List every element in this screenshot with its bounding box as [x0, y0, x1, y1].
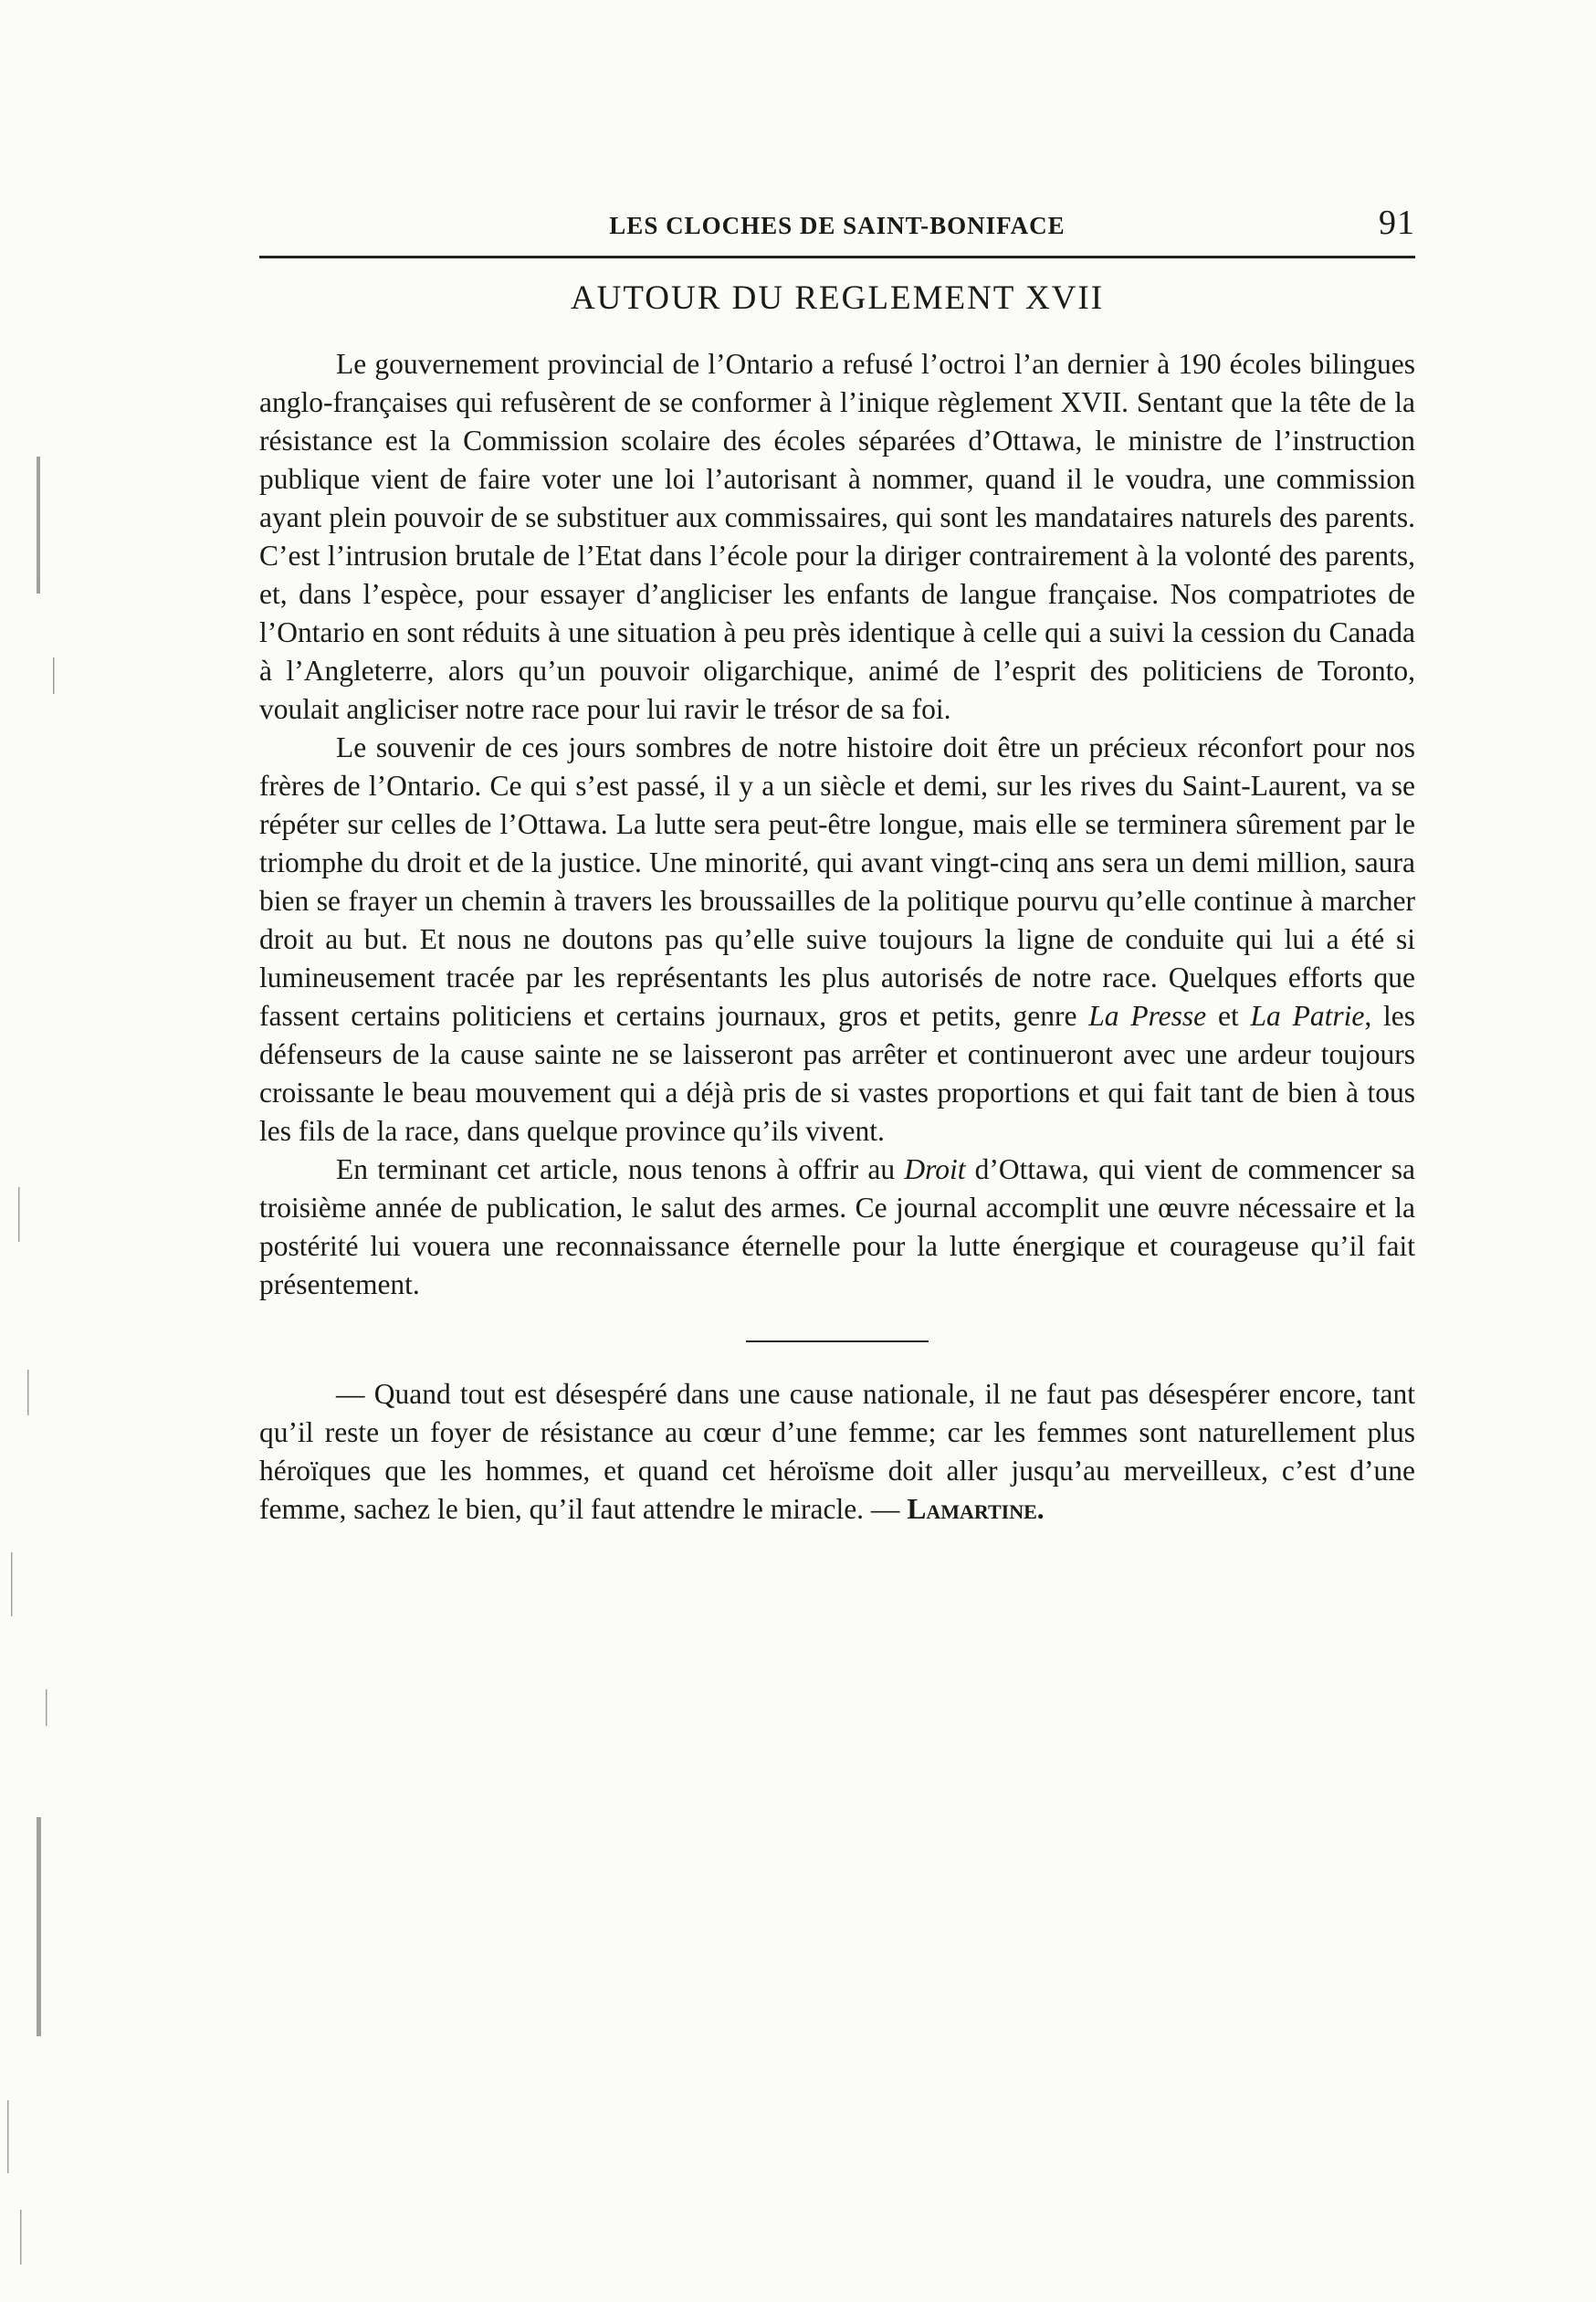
- article-body: [259, 345, 1415, 1304]
- paragraph-2-text-b: et: [1206, 1000, 1251, 1032]
- paragraph-1: [259, 345, 1415, 729]
- section-divider: [746, 1340, 929, 1342]
- running-head: [259, 201, 1415, 256]
- paragraph-2: [259, 729, 1415, 1151]
- article-title: AUTOUR DU REGLEMENT XVII: [570, 279, 1105, 317]
- quote-paragraph: [259, 1375, 1415, 1529]
- quote-author: Lamartine.: [907, 1493, 1045, 1525]
- paragraph-3-text-b: d’Ottawa, qui vient de commencer sa troisième année de publication, le salut des armes. Ce journal accomplit une œuvre nécessaire et la postérité lui vouera une reconnaissance éternelle pour la lutte énergique et courageuse qu’il fait présentement.: [259, 1153, 1415, 1300]
- newspaper-title-droit: Droit: [904, 1153, 966, 1185]
- header-rule: [259, 256, 1415, 258]
- paragraph-1-text: Le gouvernement provincial de l’Ontario a refusé l’octroi l’an dernier à 190 écoles bilingues anglo-françaises qui refusèrent de se conformer à l’inique règlement XVII. Sentant que la tête de la résistance est la Commission scolaire des écoles séparées d’Ottawa, le ministre de l’instruction publique vient de faire voter une loi l’autorisant à nommer, quand il le voudra, une commission ayant plein pouvoir de se substituer aux commissaires, qui sont les mandataires naturels des parents. C’est l’intrusion brutale de l’Etat dans l’école pour la diriger contrairement à la volonté des parents, et, dans l’espèce, pour essayer d’angliciser les enfants de langue française. Nos compatriotes de l’Ontario en sont réduits à une situation à peu près identique à celle qui a suivi la cession du Canada à l’Angleterre, alors qu’un pouvoir oligarchique, animé de l’esprit des politiciens de Toronto, voulait angliciser notre race pour lui ravir le trésor de sa foi.: [259, 348, 1415, 725]
- scan-margin-noise: [0, 0, 146, 2302]
- paragraph-2-text-a: Le souvenir de ces jours sombres de notre histoire doit être un précieux réconfort pour nos frères de l’Ontario. Ce qui s’est passé, il y a un siècle et demi, sur les rives du Saint-Laurent, va se répéter sur celles de l’Ottawa. La lutte sera peut-être longue, mais elle se terminera sûrement par le triomphe du droit et de la justice. Une minorité, qui avant vingt-cinq ans sera un demi million, saura bien se frayer un chemin à travers les broussailles de la politique pourvu qu’elle continue à marcher droit au but. Et nous ne doutons pas qu’elle suive toujours la ligne de conduite qui lui a été si lumineusement tracée par les représentants les plus autorisés de notre race. Quelques efforts que fassent certains politiciens et certains journaux, gros et petits, genre: [259, 731, 1415, 1032]
- quote-text: — Quand tout est désespéré dans une cause nationale, il ne faut pas désespérer encore, tant qu’il reste un foyer de résistance au cœur d’une femme; car les femmes sont naturellement plus héroïques que les hommes, et quand cet héroïsme doit aller jusqu’au merveilleux, c’est d’une femme, sachez le bien, qu’il faut attendre le miracle. —: [259, 1378, 1415, 1525]
- newspaper-title-la-patrie: La Patrie: [1250, 1000, 1365, 1032]
- paragraph-2-text-c: , les défenseurs de la cause sainte ne se laisseront pas arrêter et continueront avec une ardeur toujours croissante le beau mouvement qui a déjà pris de si vastes proportions et qui fait tant de bien à tous les fils de la race, dans quelque province qu’ils vivent.: [259, 1000, 1415, 1147]
- book-page: [259, 201, 1415, 1529]
- newspaper-title-la-presse: La Presse: [1088, 1000, 1207, 1032]
- page-number: 91: [1379, 204, 1415, 242]
- paragraph-3: [259, 1151, 1415, 1304]
- closing-quote: [259, 1375, 1415, 1529]
- paragraph-3-text-a: En terminant cet article, nous tenons à offrir au: [336, 1153, 905, 1185]
- running-head-title: LES CLOCHES DE SAINT-BONIFACE: [609, 212, 1066, 239]
